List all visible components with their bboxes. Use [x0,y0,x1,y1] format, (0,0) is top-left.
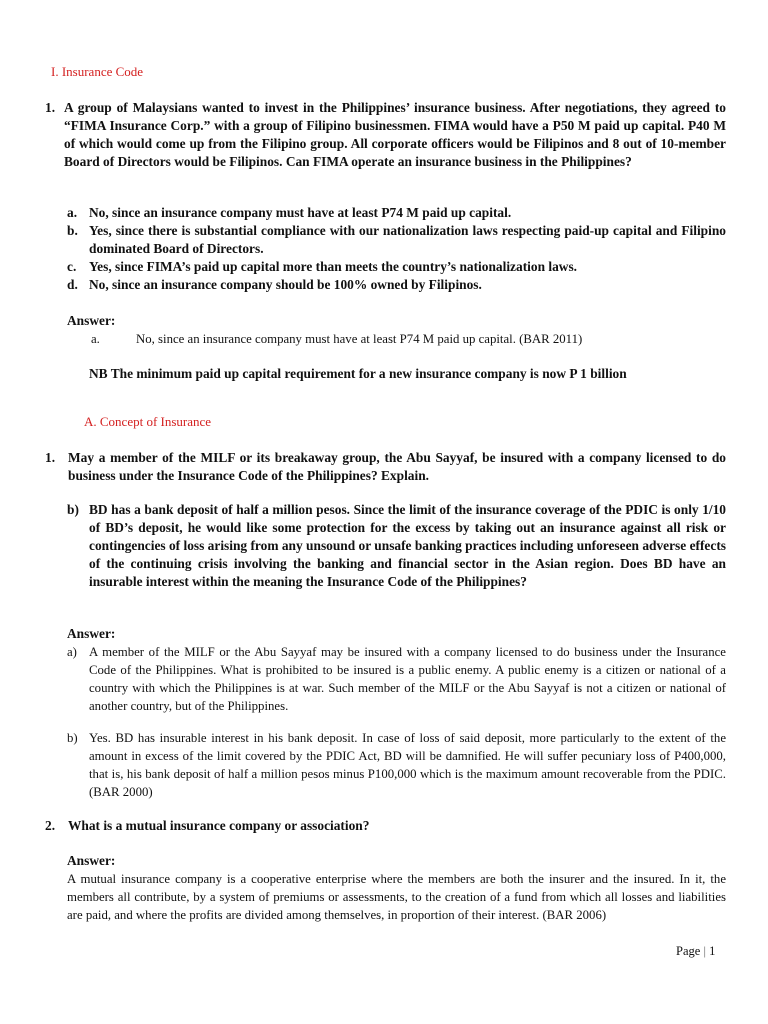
option-text-c: Yes, since FIMA’s paid up capital more than meets the country’s nationalization laws. [89,259,578,274]
answer-text-a: A member of the MILF or the Abu Sayyaf may be insured with a company licensed to do business under the Insurance Code of the Philippines. What is prohibited to be insured is a public enemy. A public enemy is a citizen or national of a country with which the Philippines is at war. Such member of the MILF or the Abu Sayyaf is not a citizen or national of another country, but of the Philippines. [89,645,726,713]
page-separator: | [703,944,706,958]
answer-label-a: a) [67,645,77,659]
answer-label: Answer: [67,626,116,641]
section-heading-insurance-code: I. Insurance Code [51,64,144,79]
answer-label-b: b) [67,731,78,745]
sub-question-label-b: b) [67,502,79,517]
option-text-b: Yes, since there is substantial compliance with our nationalization laws respecting paid-up capital and Filipino dominated Board of Directors. [89,223,726,256]
answer-text-b: Yes. BD has insurable interest in his bank deposit. In case of loss of said deposit, more particularly to the extent of the amount in excess of the limit covered by the PDIC Act, BD will be damnified. He will suffer pecuniary loss of P400,000, that is, his bank deposit of half a million pesos minus P100,000 which is the maximum amount recoverable from the PDIC. (BAR 2000) [89,731,726,799]
sub-question-text-bd: BD has a bank deposit of half a million pesos. Since the limit of the insurance coverage of the PDIC is only 1/10 of BD’s deposit, he would like some protection for the excess by taking out an insurance against all risk or contingencies of loss arising from any unsound or unsafe banking practices including unforeseen adverse effects of the continuing crisis involving the banking and financial sector in the Asian region. Does BD have an insurable interest within the meaning the Insurance Code of the Philippines? [89,502,726,589]
note-text: NB The minimum paid up capital requirement for a new insurance company is now P 1 billion [89,366,627,381]
question-text-milf: May a member of the MILF or its breakaway group, the Abu Sayyaf, be insured with a company licensed to do business under the Insurance Code of the Philippines? Explain. [68,450,726,483]
section-heading-concept-of-insurance: A. Concept of Insurance [84,414,212,429]
option-letter-a: a. [67,205,78,220]
option-letter-b: b. [67,223,78,238]
option-text-a: No, since an insurance company must have at least P74 M paid up capital. [89,205,512,220]
page-footer [676,944,715,959]
question-number: 1. [45,450,56,465]
question-number: 1. [45,100,56,115]
option-letter-d: d. [67,277,78,292]
page-number: 1 [709,944,716,958]
answer-label: Answer: [67,853,116,868]
page-label: Page [676,944,701,958]
option-letter-c: c. [67,259,77,274]
option-text-d: No, since an insurance company should be 100% owned by Filipinos. [89,277,482,292]
question-text-fima: A group of Malaysians wanted to invest in the Philippines’ insurance business. After negotiations, they agreed to “FIMA Insurance Corp.” with a group of Filipino businessmen. FIMA would have a P50 M paid up capital. P40 M of which would come up from the Filipino group. All corporate officers would be Filipinos and 8 out of 10-member Board of Directors would be Filipinos. Can FIMA operate an insurance business in the Philippines? [64,100,726,169]
answer-text: No, since an insurance company must have at least P74 M paid up capital. (BAR 2011) [136,332,583,346]
question-text-mutual: What is a mutual insurance company or association? [68,818,370,833]
question-number: 2. [45,818,56,833]
answer-label: Answer: [67,313,116,328]
answer-text-mutual: A mutual insurance company is a cooperative enterprise where the members are both the insurer and the insured. In it, the members all contribute, by a system of premiums or assessments, to the creation of a fund from which all losses and liabilities are paid, and where the profits are divided among themselves, in proportion of their interest. (BAR 2006) [67,872,726,922]
answer-letter: a. [91,332,100,346]
